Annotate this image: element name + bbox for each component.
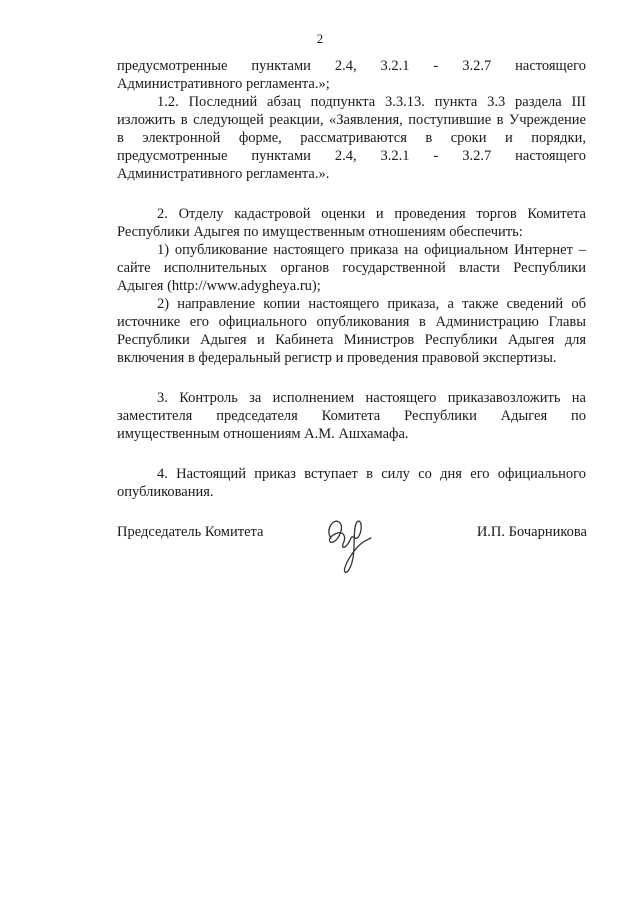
text-line: 1.2. Последний абзац подпункта 3.3.13. пункта 3.3 раздела III xyxy=(157,94,586,110)
text-line: предусмотренные пунктами 2.4, 3.2.1 - 3.2.7 настоящего xyxy=(117,58,586,74)
page-number: 2 xyxy=(316,31,324,46)
signatory-role: Председатель Комитета xyxy=(117,524,264,540)
text-line: сайте исполнительных органов государственной власти Республики xyxy=(117,260,586,276)
text-line: Республики Адыгея и Кабинета Министров Республики Адыгея для xyxy=(117,332,586,348)
paragraph-3 xyxy=(117,389,586,443)
signatory-name: И.П. Бочарникова xyxy=(476,524,587,540)
paragraph-4 xyxy=(117,465,586,501)
text-line: Республики Адыгея по имущественным отношениям обеспечить: xyxy=(117,224,523,240)
text-line: 2) направление копии настоящего приказа, а также сведений об xyxy=(157,296,586,312)
spacer xyxy=(117,367,586,389)
text-line: включения в федеральный регистр и проведения правовой экспертизы. xyxy=(117,350,557,366)
text-line: в электронной форме, рассматриваются в сроки и порядки, xyxy=(117,130,586,146)
text-line: изложить в следующей реакции, «Заявления, поступившие в Учреждение xyxy=(117,112,586,128)
text-line: 2. Отделу кадастровой оценки и проведения торгов Комитета xyxy=(157,206,586,222)
text-line: Административного регламента.»; xyxy=(117,76,330,92)
handwritten-signature-icon xyxy=(317,508,377,580)
text-line: 1) опубликование настоящего приказа на официальном Интернет – xyxy=(157,242,586,258)
text-line: имущественным отношениям А.М. Ашхамафа. xyxy=(117,426,409,442)
text-line: предусмотренные пунктами 2.4, 3.2.1 - 3.2.7 настоящего xyxy=(117,148,586,164)
text-line: 4. Настоящий приказ вступает в силу со дня его официального xyxy=(157,466,586,482)
paragraph-2 xyxy=(117,205,586,241)
text-line: источнике его официального опубликования в Администрацию Главы xyxy=(117,314,586,330)
paragraph-2-2 xyxy=(117,295,586,367)
paragraph-continuation xyxy=(117,57,586,93)
document-body xyxy=(117,57,586,501)
text-line: опубликования. xyxy=(117,484,214,500)
text-line: заместителя председателя Комитета Республики Адыгея по xyxy=(117,408,586,424)
text-line: 3. Контроль за исполнением настоящего приказавозложить на xyxy=(157,390,586,406)
paragraph-2-1 xyxy=(117,241,586,295)
spacer xyxy=(117,183,586,205)
text-line: Адыгея (http://www.adygheya.ru); xyxy=(117,278,321,294)
paragraph-1-2 xyxy=(117,93,586,183)
signature-block xyxy=(117,508,587,588)
spacer xyxy=(117,443,586,465)
text-line: Административного регламента.». xyxy=(117,166,330,182)
